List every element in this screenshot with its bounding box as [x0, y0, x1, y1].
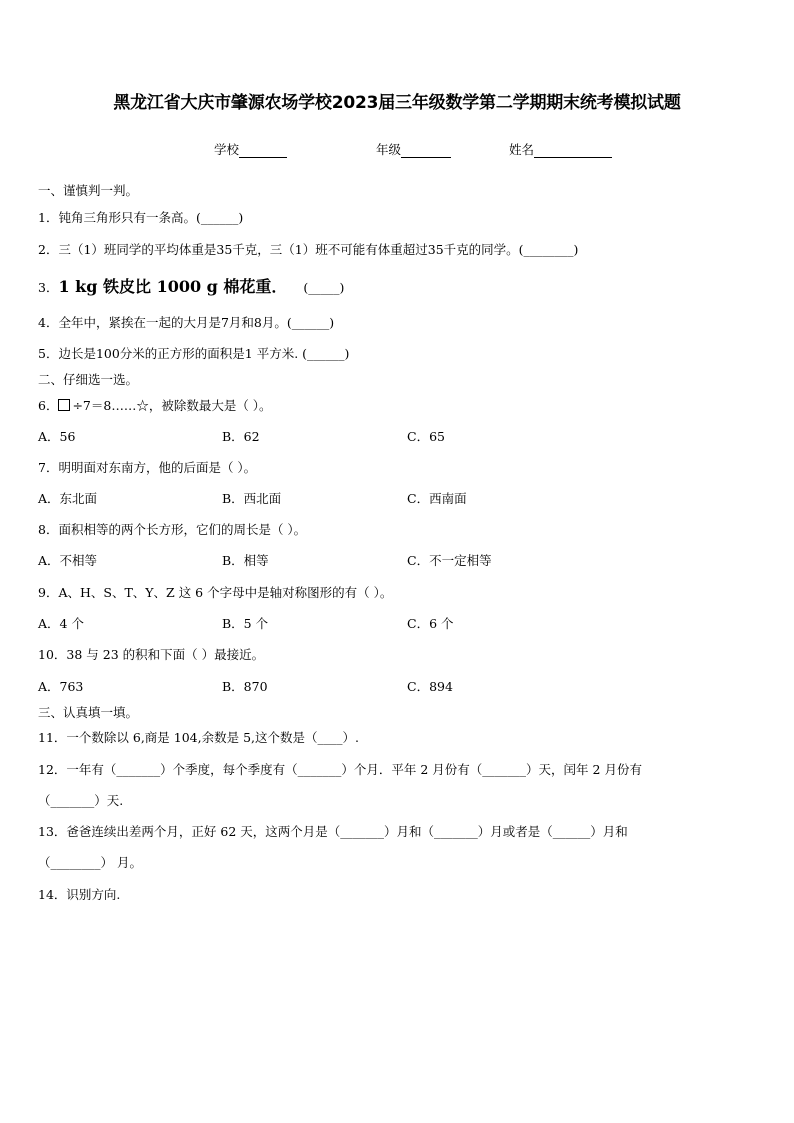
school-field: [214, 140, 287, 158]
q6-option-b[interactable]: B．62: [222, 429, 260, 444]
question-10: 10．38 与 23 的积和下面（ ）最接近。: [38, 647, 265, 662]
question-13-line-1: 13．爸爸连续出差两个月，正好 62 天，这两个月是（_______）月和（_______）月或者是（______）月和: [38, 824, 628, 839]
question-3-blank: (_____): [303, 280, 345, 295]
name-label: 姓名: [509, 142, 535, 157]
section-2-heading: 二、仔细选一选。: [38, 372, 139, 387]
question-14: 14．识别方向.: [38, 887, 121, 902]
page-title: 黑龙江省大庆市肇源农场学校2023届三年级数学第二学期期末统考模拟试题: [113, 93, 681, 113]
q10-option-c[interactable]: C．894: [407, 679, 453, 694]
q8-option-b[interactable]: B．相等: [222, 553, 269, 568]
section-3-heading: 三、认真填一填。: [38, 705, 139, 720]
question-8: 8．面积相等的两个长方形，它们的周长是（ ）。: [38, 522, 307, 537]
q6-option-a[interactable]: A．56: [38, 429, 76, 444]
question-3-body: 1 kg 铁皮比 1000 g 棉花重．: [58, 277, 288, 296]
q7-option-c[interactable]: C．西南面: [407, 491, 467, 506]
question-12-line-2: （_______）天.: [38, 793, 124, 808]
q9-option-a[interactable]: A．4 个: [38, 616, 84, 631]
grade-blank[interactable]: [401, 143, 451, 158]
q8-option-c[interactable]: C．不一定相等: [407, 553, 492, 568]
school-blank[interactable]: [239, 143, 287, 158]
q7-option-b[interactable]: B．西北面: [222, 491, 282, 506]
grade-field: [376, 140, 451, 158]
question-5: 5．边长是100分米的正方形的面积是1 平方米. (______): [38, 346, 350, 361]
question-2: 2．三（1）班同学的平均体重是35千克，三（1）班不可能有体重超过35千克的同学。(________): [38, 242, 579, 257]
question-3: [38, 274, 344, 297]
q9-option-b[interactable]: B．5 个: [222, 616, 269, 631]
blank-box-icon: [58, 399, 70, 411]
question-3-number: 3．: [38, 280, 59, 295]
q6-option-c[interactable]: C．65: [407, 429, 445, 444]
question-4: 4．全年中，紧挨在一起的大月是7月和8月。(______): [38, 315, 335, 330]
q9-option-c[interactable]: C．6 个: [407, 616, 454, 631]
q8-option-a[interactable]: A．不相等: [38, 553, 98, 568]
q10-option-a[interactable]: A．763: [38, 679, 84, 694]
question-7: 7．明明面对东南方，他的后面是（ ）。: [38, 460, 257, 475]
name-blank[interactable]: [534, 143, 612, 158]
q10-option-b[interactable]: B．870: [222, 679, 268, 694]
question-9: 9．A、H、S、T、Y、Z 这 6 个字母中是轴对称图形的有（ ）。: [38, 585, 393, 600]
school-label: 学校: [214, 142, 240, 157]
question-6-text: ÷7＝8……☆，被除数最大是（ ）。: [72, 398, 272, 413]
question-6: [38, 396, 272, 414]
question-1: 1．钝角三角形只有一条高。(______): [38, 210, 244, 225]
section-1-heading: 一、谨慎判一判。: [38, 183, 139, 198]
question-11: 11．一个数除以 6,商是 104,余数是 5,这个数是（____）.: [38, 730, 359, 745]
question-13-line-2: （________） 月。: [38, 855, 142, 870]
question-12-line-1: 12．一年有（_______）个季度，每个季度有（_______）个月．平年 2 月份有（_______）天，闰年 2 月份有: [38, 762, 642, 777]
question-6-number: 6．: [38, 398, 59, 413]
grade-label: 年级: [376, 142, 402, 157]
q7-option-a[interactable]: A．东北面: [38, 491, 98, 506]
name-field: [509, 140, 612, 158]
